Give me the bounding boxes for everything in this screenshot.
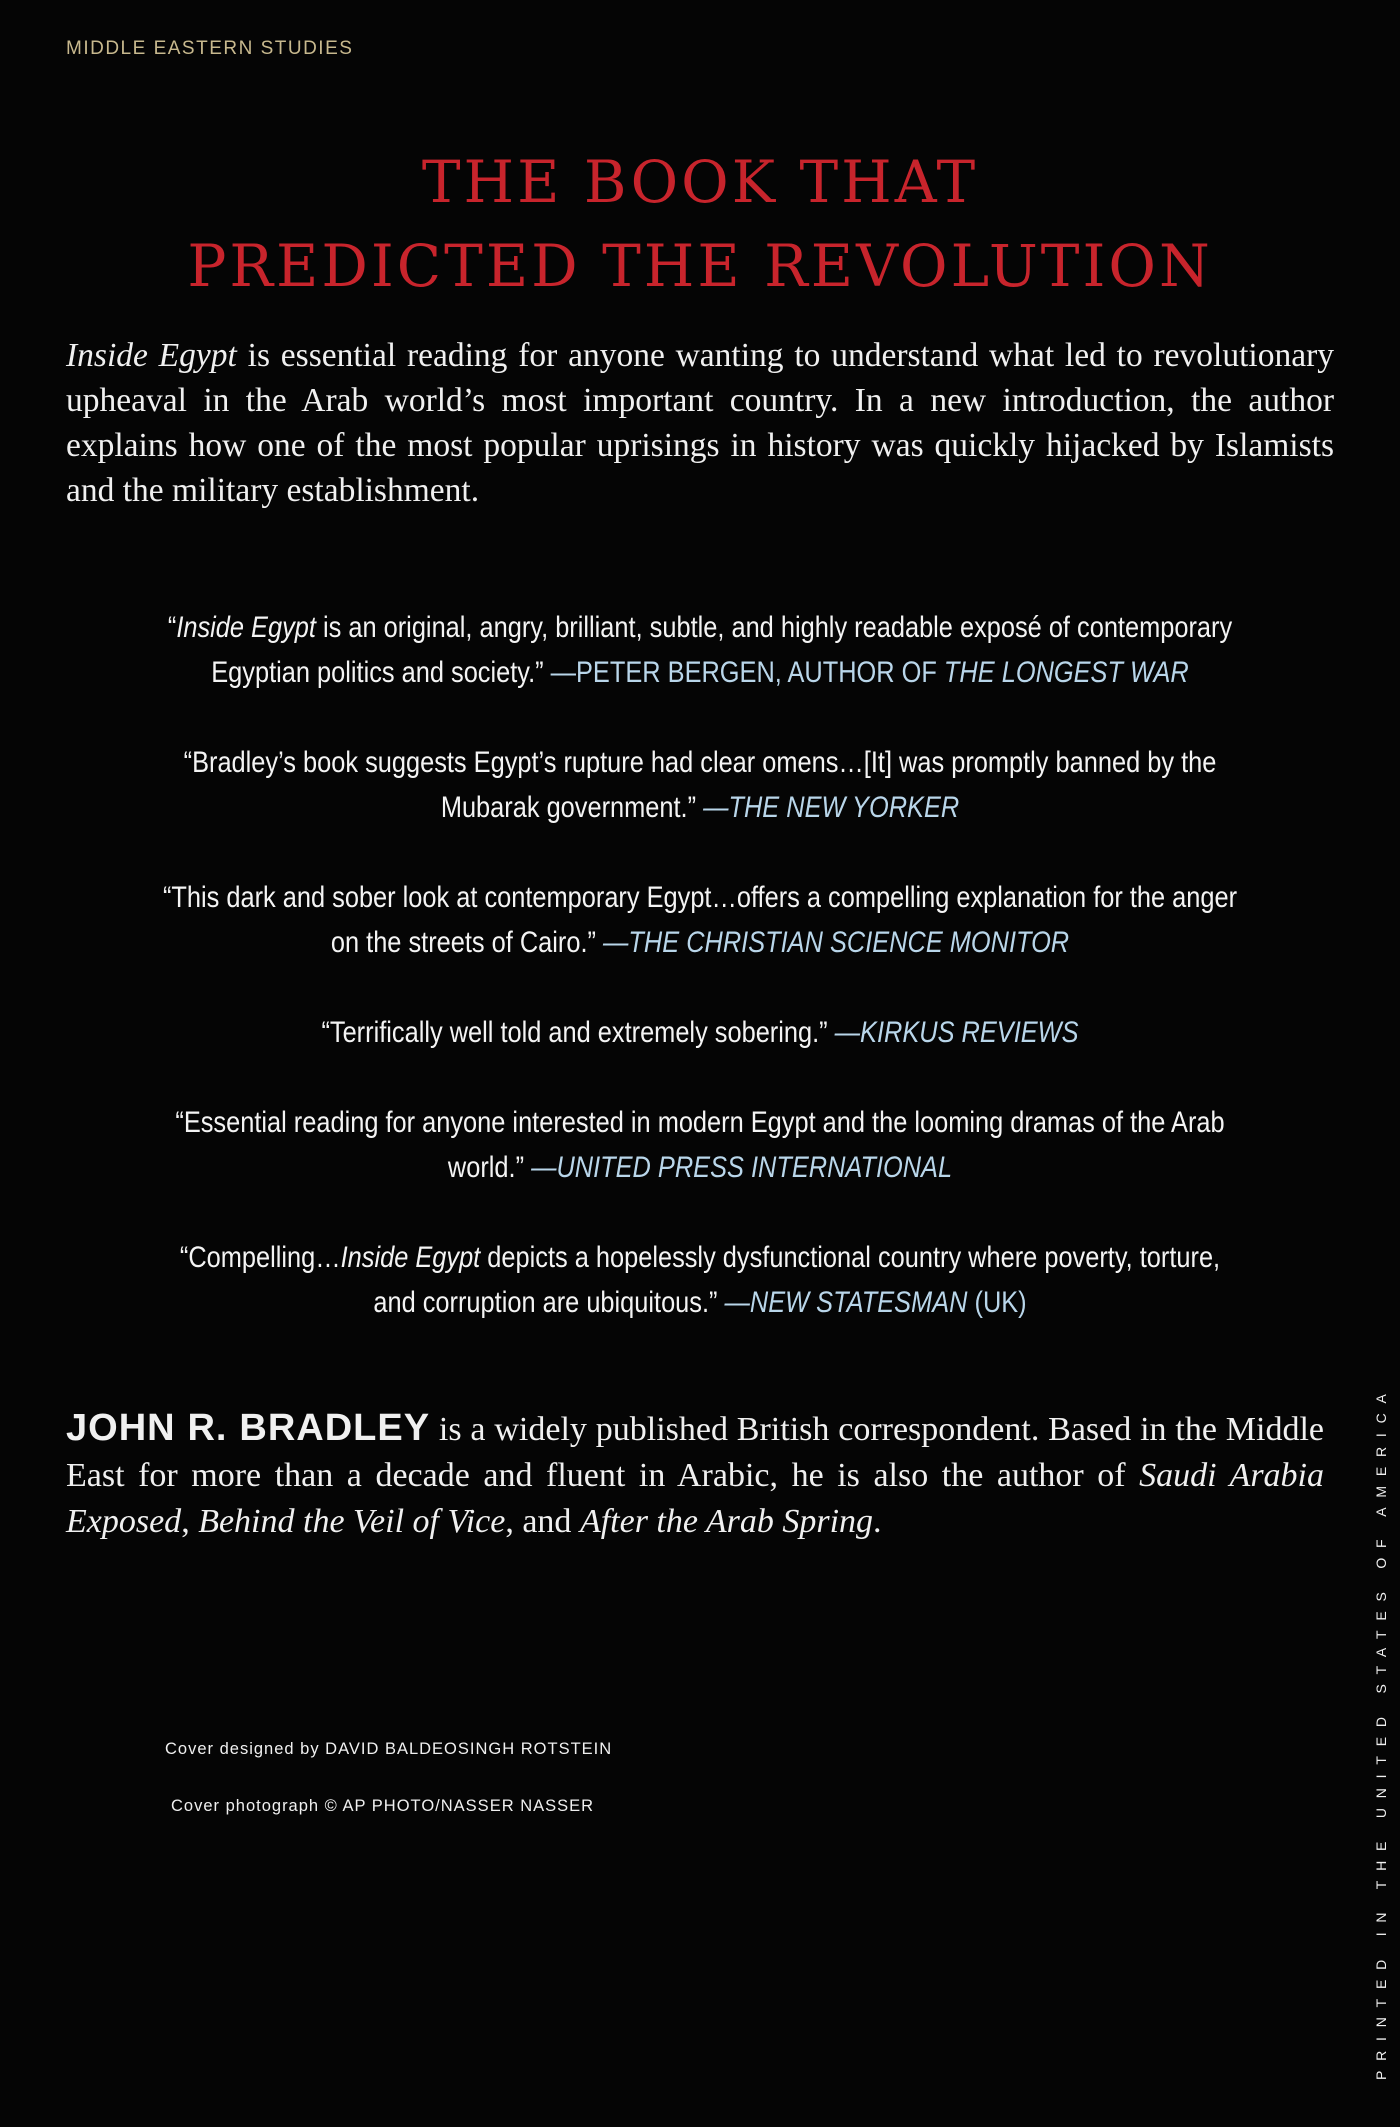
review-quote xyxy=(158,1010,1242,1055)
author-name: JOHN R. BRADLEY xyxy=(66,1407,431,1449)
quote-attribution xyxy=(551,656,1189,689)
quote-source-work: THE LONGEST WAR xyxy=(943,656,1189,689)
cover-photo-credit: Cover photograph © AP PHOTO/NASSER NASSER xyxy=(171,1797,595,1815)
author-bio xyxy=(66,1405,1324,1545)
bio-separator: , xyxy=(181,1503,199,1540)
review-quote xyxy=(158,875,1242,965)
intro-paragraph xyxy=(66,333,1334,513)
quote-text: depicts a hopelessly dysfunctional country where poverty, torture, and corruption are ubiquitous.” xyxy=(373,1241,1221,1319)
review-quote xyxy=(158,740,1242,830)
intro-book-title: Inside Egypt xyxy=(66,337,237,374)
bio-book-1: Saudi Arabia Exposed xyxy=(66,1457,1324,1540)
printed-in-label: PRINTED IN THE UNITED STATES OF AMERICA xyxy=(1373,1384,1389,2080)
quote-book-title: Inside Egypt xyxy=(340,1241,481,1274)
quote-source-work: —NEW STATESMAN xyxy=(724,1286,968,1319)
headline-line-1: THE BOOK THAT xyxy=(421,148,979,216)
quote-source-work: —UNITED PRESS INTERNATIONAL xyxy=(531,1151,953,1184)
bio-separator: , and xyxy=(505,1503,580,1540)
review-quote xyxy=(158,1100,1242,1190)
quote-source-work: —KIRKUS REVIEWS xyxy=(834,1016,1079,1049)
headline-line-2: PREDICTED THE REVOLUTION xyxy=(187,232,1213,300)
quote-text: “Terrifically well told and extremely sobering.” xyxy=(321,1016,828,1049)
bio-end: . xyxy=(873,1503,882,1540)
quote-source-work: —THE NEW YORKER xyxy=(703,791,960,824)
bio-book-3: After the Arab Spring xyxy=(579,1503,874,1540)
quote-open: “Compelling… xyxy=(179,1241,341,1274)
cover-credits xyxy=(165,1740,612,1816)
intro-text: is essential reading for anyone wanting to understand what led to revolutionary upheaval in the Arab world’s most important country. In a new introduction, the author explains how one of the most popular uprisings in history was quickly hijacked by Islamists and the military establishment. xyxy=(66,337,1334,509)
quote-text: is an original, angry, brilliant, subtle, and highly readable exposé of contemporary Egyptian politics and society.” xyxy=(211,611,1233,689)
quote-open: “ xyxy=(167,611,177,644)
quote-book-title: Inside Egypt xyxy=(176,611,316,644)
quote-text: “Essential reading for anyone interested in modern Egypt and the looming dramas of the Arab world.” xyxy=(175,1106,1225,1184)
quote-source-suffix: (UK) xyxy=(967,1286,1027,1319)
bio-text: is a widely published British correspondent. Based in the Middle East for more than a decade and fluent in Arabic, he is also the author of xyxy=(66,1411,1324,1494)
review-quotes xyxy=(70,605,1330,1370)
cover-design-credit: Cover designed by DAVID BALDEOSINGH ROTSTEIN xyxy=(165,1740,613,1758)
quote-text: “This dark and sober look at contemporary Egypt…offers a compelling explanation for the anger on the streets of Cairo.” xyxy=(162,881,1238,959)
category-label: MIDDLE EASTERN STUDIES xyxy=(66,38,354,59)
quote-attribution xyxy=(725,1286,1027,1319)
quote-source: —PETER BERGEN, AUTHOR OF xyxy=(550,656,944,689)
bio-book-2: Behind the Veil of Vice xyxy=(198,1503,506,1540)
quote-source-work: —THE CHRISTIAN SCIENCE MONITOR xyxy=(603,926,1070,959)
review-quote xyxy=(158,1235,1242,1325)
review-quote xyxy=(158,605,1242,695)
quote-text: “Bradley’s book suggests Egypt’s rupture had clear omens…[It] was promptly banned by the Mubarak government.” xyxy=(183,746,1217,824)
headline xyxy=(0,140,1400,308)
